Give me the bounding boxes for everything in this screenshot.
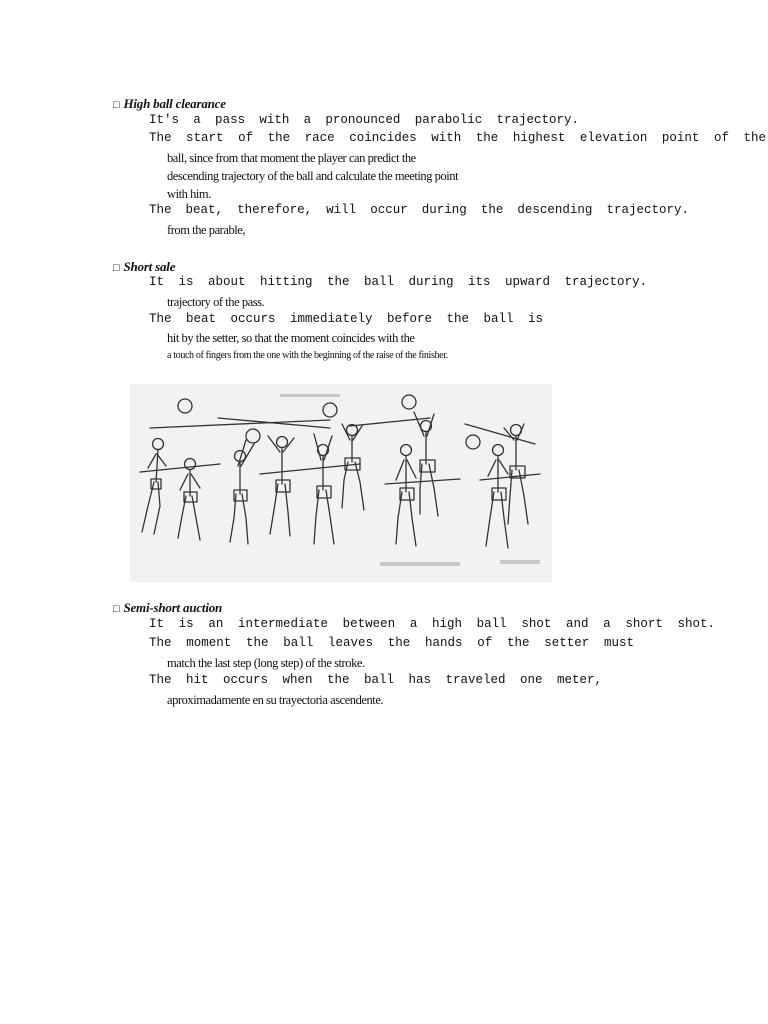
section-heading-semi-short xyxy=(113,600,222,616)
volleyball-attack-sequence-illustration xyxy=(130,384,552,582)
checkbox-bullet-icon: □ xyxy=(113,99,120,111)
text-line: The beat, therefore, will occur during the descending trajectory. xyxy=(149,203,689,217)
text-line: The beat occurs immediately before the ball is xyxy=(149,312,543,326)
section-heading-high-ball xyxy=(113,96,226,112)
text-line: It is an intermediate between a high ball shot and a short shot. xyxy=(149,617,715,631)
checkbox-bullet-icon: □ xyxy=(113,262,120,274)
text-line: descending trajectory of the ball and calculate the meeting point xyxy=(167,169,459,183)
text-line: from the parable, xyxy=(167,223,246,237)
section-title: Short sale xyxy=(123,259,176,274)
text-line: match the last step (long step) of the stroke. xyxy=(167,656,365,670)
text-line: trajectory of the pass. xyxy=(167,295,265,309)
text-line: with him. xyxy=(167,187,211,201)
text-line: The start of the race coincides with the highest elevation point of the xyxy=(149,131,766,145)
text-line: aproximadamente en su trayectoria ascendente. xyxy=(167,693,384,707)
section-title: High ball clearance xyxy=(123,96,226,111)
section-heading-short-sale xyxy=(113,259,175,275)
text-line: The moment the ball leaves the hands of the setter must xyxy=(149,636,634,650)
text-line: ball, since from that moment the player can predict the xyxy=(167,151,416,165)
text-line: It's a pass with a pronounced parabolic trajectory. xyxy=(149,113,579,127)
text-line: a touch of fingers from the one with the beginning of the raise of the finisher. xyxy=(167,350,448,361)
section-title: Semi-short auction xyxy=(123,600,223,615)
text-line: It is about hitting the ball during its upward trajectory. xyxy=(149,275,647,289)
checkbox-bullet-icon: □ xyxy=(113,603,120,615)
text-line: The hit occurs when the ball has traveled one meter, xyxy=(149,673,602,687)
text-line: hit by the setter, so that the moment coincides with the xyxy=(167,331,415,345)
